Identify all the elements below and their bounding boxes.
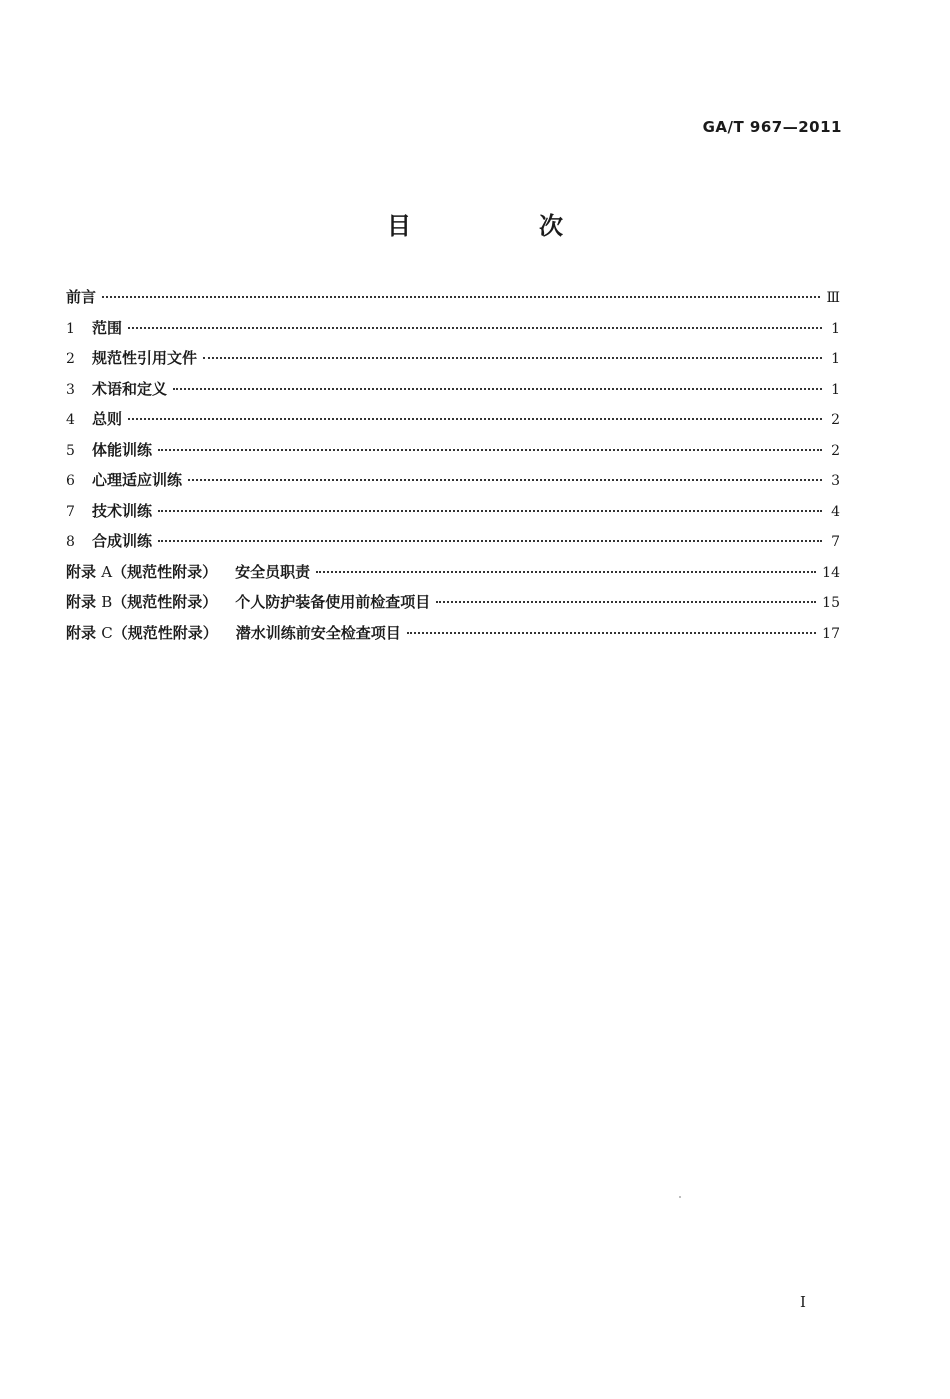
toc-entry-number: 1 <box>66 320 75 337</box>
toc-entry-label: 安全员职责 <box>235 562 311 581</box>
toc-entry-2[interactable] <box>66 347 840 378</box>
toc-entry-page: 14 <box>822 564 840 581</box>
scan-speck <box>679 1196 681 1198</box>
toc-entry-label: 心理适应训练 <box>92 471 183 489</box>
toc-entry-7[interactable] <box>66 500 840 531</box>
toc-entry-number: 4 <box>66 412 75 428</box>
toc-entry-label: 前言 <box>66 288 97 306</box>
dot-leader <box>158 540 822 542</box>
dot-leader <box>203 357 822 359</box>
toc-entry-number: 8 <box>66 534 75 550</box>
toc-entry-page: 3 <box>831 473 840 489</box>
toc-entry-number: 5 <box>66 442 75 459</box>
dot-leader <box>316 571 816 573</box>
toc-entry-label: 体能训练 <box>92 440 153 459</box>
toc-entry-page: 7 <box>831 534 840 550</box>
dot-leader <box>158 510 822 512</box>
toc-entry-label: 个人防护装备使用前检查项目 <box>235 593 431 611</box>
page-number: I <box>800 1293 806 1311</box>
toc-entry-label: 术语和定义 <box>92 379 168 398</box>
dot-leader <box>436 601 816 603</box>
dot-leader <box>128 327 822 329</box>
toc-entry-annex-a[interactable] <box>66 561 840 592</box>
toc-entry-page: 1 <box>831 320 840 337</box>
toc-entry-label: 技术训练 <box>92 501 153 520</box>
toc-entry-page: 1 <box>831 381 840 398</box>
toc-entry-page: 1 <box>831 351 840 367</box>
toc-entry-label: 范围 <box>92 318 123 337</box>
dot-leader <box>128 418 822 420</box>
toc-entry-number: 3 <box>66 381 75 398</box>
annex-heading: 附录 B（规范性附录） <box>66 593 218 611</box>
toc-entry-page: 2 <box>831 442 840 459</box>
toc-entry-page: 17 <box>822 625 840 642</box>
toc-entry-1[interactable] <box>66 317 840 348</box>
toc-entry-foreword[interactable] <box>66 286 840 317</box>
dot-leader <box>188 479 822 481</box>
dot-leader <box>173 388 822 390</box>
toc-entry-number: 2 <box>66 351 75 367</box>
toc-entry-3[interactable] <box>66 378 840 409</box>
toc-entry-annex-c[interactable] <box>66 622 840 653</box>
annex-heading: 附录 C（规范性附录） <box>66 623 218 642</box>
annex-heading: 附录 A（规范性附录） <box>66 562 218 581</box>
toc-entry-label: 潜水训练前安全检查项目 <box>235 623 401 642</box>
toc-entry-label: 合成训练 <box>92 532 153 550</box>
toc-entry-5[interactable] <box>66 439 840 470</box>
table-of-contents <box>66 286 840 652</box>
toc-entry-label: 规范性引用文件 <box>92 349 198 367</box>
dot-leader <box>102 296 820 298</box>
toc-entry-annex-b[interactable] <box>66 591 840 622</box>
toc-entry-4[interactable] <box>66 408 840 439</box>
toc-entry-number: 7 <box>66 503 75 520</box>
toc-entry-page: 2 <box>831 412 840 428</box>
toc-entry-number: 6 <box>66 473 75 489</box>
dot-leader <box>407 632 816 634</box>
toc-entry-6[interactable] <box>66 469 840 500</box>
toc-entry-page: Ⅲ <box>826 290 840 306</box>
dot-leader <box>158 449 822 451</box>
toc-entry-label: 总则 <box>92 410 123 428</box>
standard-code: GA/T 967—2011 <box>702 118 842 136</box>
toc-entry-8[interactable] <box>66 530 840 561</box>
toc-entry-page: 4 <box>831 503 840 520</box>
toc-entry-page: 15 <box>822 595 840 611</box>
page-title: 目 次 <box>387 212 615 240</box>
